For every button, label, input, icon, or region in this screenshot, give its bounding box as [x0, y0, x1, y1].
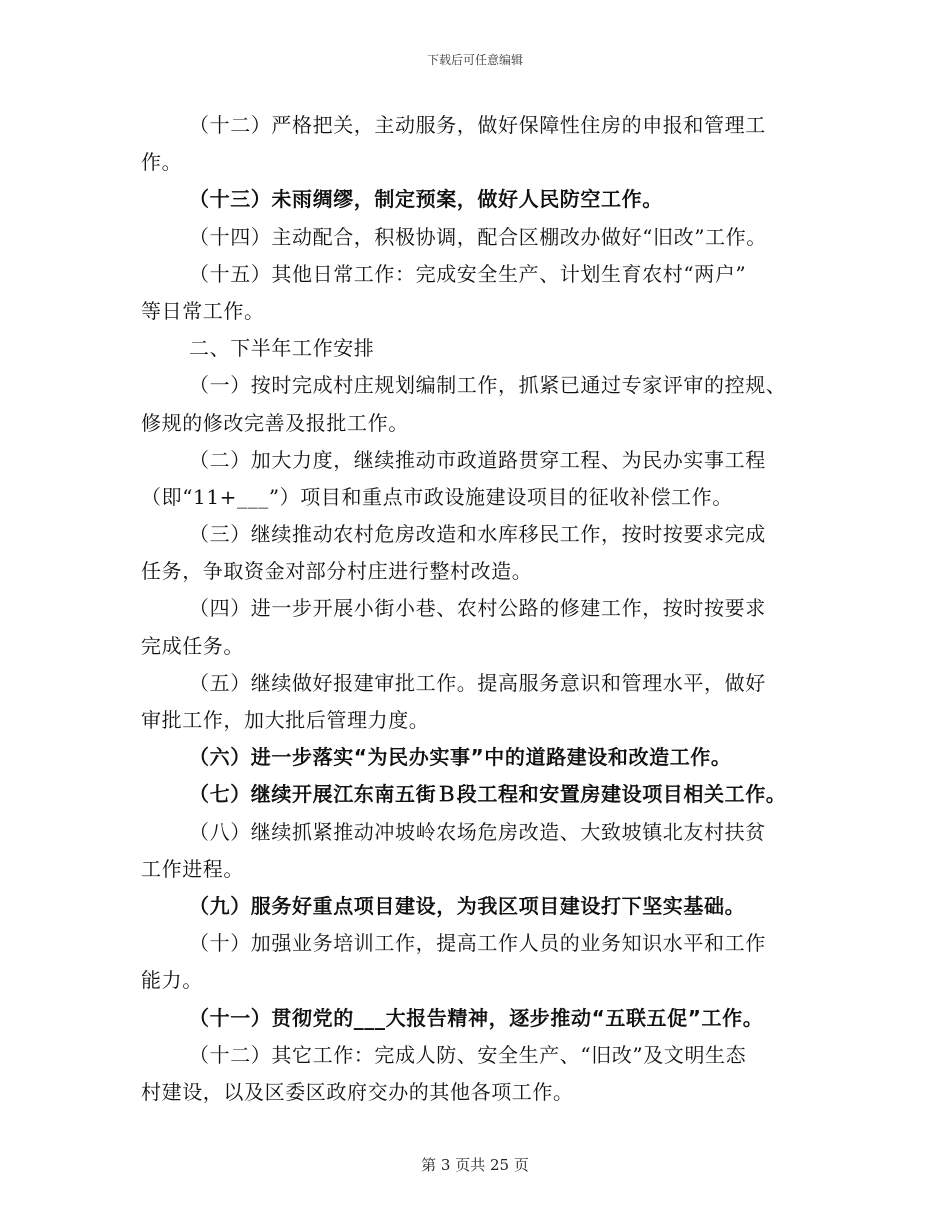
paragraph-line: （二）加大力度，继续推动市政道路贯穿工程、为民办实事工程 — [189, 447, 766, 472]
paragraph-line: 等日常工作。 — [141, 298, 265, 323]
paragraph-line: （五）继续做好报建审批工作。提高服务意识和管理水平，做好 — [189, 670, 766, 695]
paragraph-line-bold: （六）进一步落实“为民办实事”中的道路建设和改造工作。 — [189, 745, 732, 770]
paragraph-line: 作。 — [141, 150, 183, 175]
paragraph-line-bold: （七）继续开展江东南五街Ｂ段工程和安置房建设项目相关工作。 — [189, 782, 787, 807]
paragraph-line: 修规的修改完善及报批工作。 — [141, 410, 409, 435]
document-body — [141, 107, 813, 1111]
paragraph-line-bold: （九）服务好重点项目建设，为我区项目建设打下坚实基础。 — [189, 893, 746, 918]
paragraph-line: （十二）其它工作：完成人防、安全生产、“旧改”及文明生态 — [189, 1042, 747, 1067]
page-header: 下载后可任意编辑 — [426, 53, 523, 67]
paragraph-line-bold: （十三）未雨绸缪，制定预案，做好人民防空工作。 — [189, 187, 663, 212]
paragraph-line-bold: （十一）贯彻党的___大报告精神，逐步推动“五联五促”工作。 — [189, 1005, 764, 1030]
paragraph-line: （四）进一步开展小街小巷、农村公路的修建工作，按时按要求 — [189, 596, 766, 621]
paragraph-line: 审批工作，加大批后管理力度。 — [141, 708, 430, 732]
paragraph-line: （三）继续推动农村危房改造和水库移民工作，按时按要求完成 — [189, 522, 766, 547]
paragraph-line: （一）按时完成村庄规划编制工作，抓紧已通过专家评审的控规、 — [189, 373, 787, 398]
paragraph-line: （十五）其他日常工作：完成安全生产、计划生育农村“两户” — [189, 261, 747, 286]
paragraph-line: （十）加强业务培训工作，提高工作人员的业务知识水平和工作 — [189, 931, 766, 956]
paragraph-line: 完成任务。 — [141, 633, 244, 658]
paragraph-line: （即“11+___”）项目和重点市政设施建设项目的征收补偿工作。 — [141, 484, 733, 509]
paragraph-line: 能力。 — [141, 968, 203, 993]
paragraph-line: 工作进程。 — [141, 856, 244, 881]
section-heading: 二、下半年工作安排 — [189, 336, 375, 361]
paragraph-line: （十四）主动配合，积极协调，配合区棚改办做好“旧改”工作。 — [189, 224, 767, 249]
paragraph-line: 村建设，以及区委区政府交办的其他各项工作。 — [141, 1079, 574, 1104]
paragraph-line: 任务，争取资金对部分村庄进行整村改造。 — [141, 559, 533, 584]
paragraph-line: （八）继续抓紧推动冲坡岭农场危房改造、大致坡镇北友村扶贫 — [189, 819, 766, 844]
paragraph-line: （十二）严格把关，主动服务，做好保障性住房的申报和管理工 — [189, 113, 766, 137]
page-number-footer: 第 3 页共 25 页 — [421, 1156, 529, 1174]
